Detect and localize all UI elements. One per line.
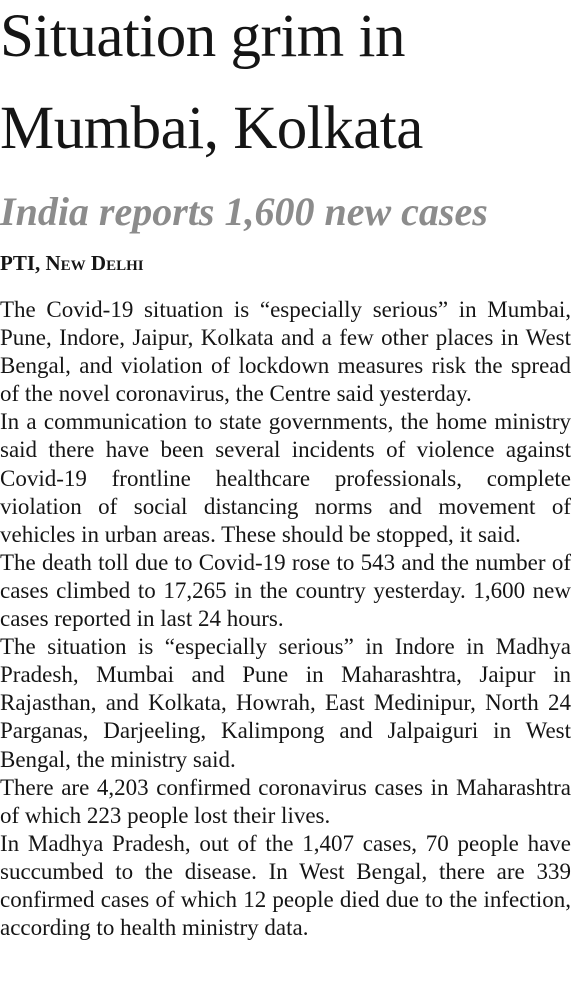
body-paragraph-6: In Madhya Pradesh, out of the 1,407 cases, 70 people have succumbed to the disease. In West Bengal, there are 339 confirmed cases of which 12 people died due to the infection, according to health ministry data. <box>0 830 571 941</box>
article-subheadline: India reports 1,600 new cases <box>0 189 488 234</box>
byline-place: New Delhi <box>45 251 144 275</box>
article-body <box>0 296 571 942</box>
byline-agency: PTI, <box>0 251 41 275</box>
body-paragraph-3: The death toll due to Covid-19 rose to 543 and the number of cases climbed to 17,265 in the country yesterday. 1,600 new cases reported in last 24 hours. <box>0 549 571 632</box>
article-byline <box>0 251 144 276</box>
body-paragraph-1: The Covid-19 situation is “especially serious” in Mumbai, Pune, Indore, Jaipur, Kolkata and a few other places in West Bengal, and violation of lockdown measures risk the spread of the novel coronavirus, the Centre said yesterday. <box>0 297 571 407</box>
headline-line-1: Situation grim in <box>0 3 405 70</box>
headline-line-2: Mumbai, Kolkata <box>0 95 423 162</box>
body-paragraph-2: In a communication to state governments, the home ministry said there have been several incidents of violence against Covid-19 frontline healthcare professionals, complete violation of social distancing norms and movement of vehicles in urban areas. These should be stopped, it said. <box>0 409 571 547</box>
body-paragraph-4: The situation is “especially serious” in Indore in Madhya Pradesh, Mumbai and Pune in Maharashtra, Jaipur in Rajasthan, and Kolkata, Howrah, East Medinipur, North 24 Parganas, Darjeeling, Kalimpong and Jalpaiguri in West Bengal, the ministry said. <box>0 634 571 772</box>
body-paragraph-5: There are 4,203 confirmed coronavirus cases in Maharashtra of which 223 people lost their lives. <box>0 774 571 828</box>
